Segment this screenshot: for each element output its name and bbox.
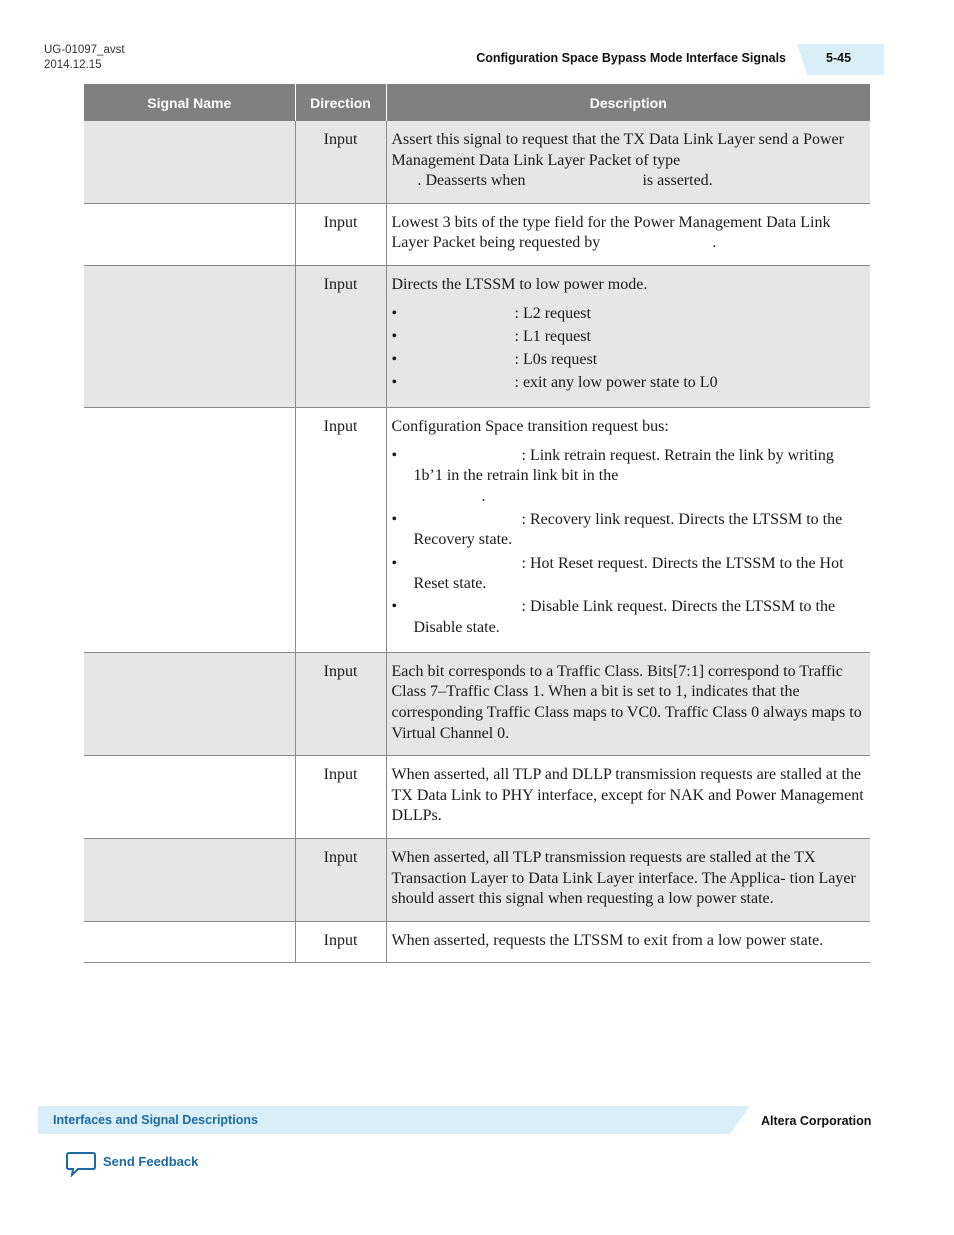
col-header-direction: Direction xyxy=(295,84,386,121)
direction-cell: Input xyxy=(295,265,386,407)
table-row xyxy=(84,265,870,407)
signal-name-cell xyxy=(84,265,295,407)
col-header-description: Description xyxy=(386,84,870,121)
description-cell: When asserted, all TLP transmission requests are stalled at the TX Transaction Layer to Data Link Layer interface. The Applica- tion Layer should assert this signal when requesting a low power state. xyxy=(386,839,870,922)
direction-cell: Input xyxy=(295,756,386,839)
list-item xyxy=(392,373,866,394)
list-item-text: : exit any low power state to L0 xyxy=(514,373,718,391)
signal-name-cell xyxy=(84,652,295,755)
description-cell xyxy=(386,203,870,265)
list-item-text: : L0s request xyxy=(514,350,598,368)
list-item-text: . xyxy=(481,487,486,505)
description-text: is asserted. xyxy=(642,172,713,190)
table-row xyxy=(84,839,870,922)
list-item-text: : L2 request xyxy=(514,304,591,322)
list-item xyxy=(392,597,866,638)
direction-cell: Input xyxy=(295,121,386,203)
direction-cell: Input xyxy=(295,407,386,652)
list-item xyxy=(392,327,866,348)
description-cell: When asserted, all TLP and DLLP transmission requests are stalled at the TX Data Link to PHY interface, except for NAK and Power Management DLLPs. xyxy=(386,756,870,839)
list-item xyxy=(392,554,866,595)
description-text: Configuration Space transition request bus: xyxy=(391,417,669,435)
description-text: Lowest 3 bits of the type field for the Power Management Data Link Layer Packet being requested by xyxy=(391,213,831,252)
table-header-row xyxy=(84,84,870,121)
signal-name-cell xyxy=(84,121,295,203)
company-name: Altera Corporation xyxy=(761,1114,872,1128)
signal-name-cell xyxy=(84,839,295,922)
signal-table xyxy=(84,84,870,963)
list-item-text: : Recovery link request. Directs the LTSSM to the Recovery state. xyxy=(413,510,843,549)
list-item xyxy=(392,510,866,551)
send-feedback-link[interactable]: Send Feedback xyxy=(103,1154,199,1169)
description-cell: When asserted, requests the LTSSM to exit from a low power state. xyxy=(386,921,870,963)
signal-name-cell xyxy=(84,756,295,839)
direction-cell: Input xyxy=(295,839,386,922)
description-text: Assert this signal to request that the TX Data Link Layer send a Power Management Data Link Layer Packet of type xyxy=(391,131,844,169)
list-item xyxy=(392,446,866,508)
description-text: . Deasserts when xyxy=(417,172,526,190)
description-cell xyxy=(386,121,870,203)
doc-date: 2014.12.15 xyxy=(44,59,102,71)
section-title: Configuration Space Bypass Mode Interface Signals xyxy=(476,51,786,65)
doc-id-block xyxy=(44,43,125,73)
speech-bubble-icon[interactable] xyxy=(66,1151,96,1177)
description-text: . xyxy=(712,234,717,252)
bullet-list xyxy=(392,446,866,639)
list-item-text: : Link retrain request. Retrain the link by writing 1b’1 in the retrain link bit in the xyxy=(413,446,834,485)
chapter-link[interactable]: Interfaces and Signal Descriptions xyxy=(53,1113,258,1127)
doc-id: UG-01097_avst xyxy=(44,44,125,56)
list-item-text: : Disable Link request. Directs the LTSSM to the Disable state. xyxy=(413,598,836,636)
list-item xyxy=(392,350,866,371)
description-cell xyxy=(386,407,870,652)
list-item-text: : L1 request xyxy=(514,327,591,345)
bullet-list xyxy=(392,304,866,394)
signal-name-cell xyxy=(84,921,295,963)
direction-cell: Input xyxy=(295,652,386,755)
table-row xyxy=(84,407,870,652)
list-item xyxy=(392,304,866,325)
description-text: Directs the LTSSM to low power mode. xyxy=(391,275,648,293)
table-row xyxy=(84,756,870,839)
table-row xyxy=(84,921,870,963)
description-cell xyxy=(386,265,870,407)
description-cell: Each bit corresponds to a Traffic Class. Bits[7:1] correspond to Traffic Class 7–Traffic Class 1. When a bit is set to 1, indicates that the corresponding Traffic Class maps to VC0. Traffic Class 0 always maps to Virtual Channel 0. xyxy=(386,652,870,755)
direction-cell: Input xyxy=(295,921,386,963)
signal-name-cell xyxy=(84,203,295,265)
direction-cell: Input xyxy=(295,203,386,265)
page-number: 5-45 xyxy=(826,51,852,65)
table-row xyxy=(84,652,870,755)
table-row xyxy=(84,121,870,203)
table-row xyxy=(84,203,870,265)
signal-name-cell xyxy=(84,407,295,652)
col-header-signal-name: Signal Name xyxy=(84,84,295,121)
list-item-text: : Hot Reset request. Directs the LTSSM to the Hot Reset state. xyxy=(413,554,844,593)
